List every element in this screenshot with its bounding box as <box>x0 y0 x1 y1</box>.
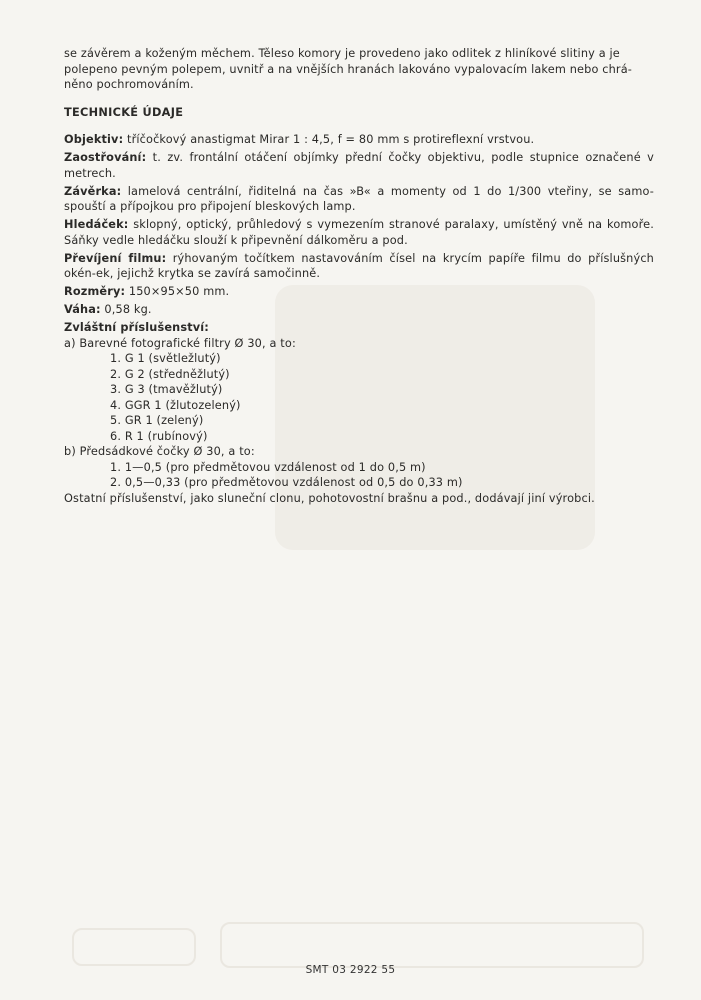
filter-item: 5. GR 1 (zelený) <box>110 414 204 427</box>
filters-intro: a) Barevné fotografické filtry Ø 30, a to: <box>64 336 296 350</box>
spec-prislusenstvi <box>64 320 654 336</box>
spec-text: 150×95×50 mm. <box>125 285 230 298</box>
spec-text: lamelová centrální, řiditelná na čas »B« a momenty od 1 do 1/300 vteřiny, se samo-spouští a přípojkou pro připojení bleskových lamp. <box>64 184 654 213</box>
spec-text: tříčočkový anastigmat Mirar 1 : 4,5, f = 80 mm s protireflexní vrstvou. <box>123 133 535 146</box>
intro-paragraph: se závěrem a koženým měchem. Těleso komory je provedeno jako odlitek z hliníkové slitiny a je polepeno pevným polepem, uvnitř a na vnějších hranách lakováno vypalovacím lakem nebo chrá-něno pochromováním. <box>64 47 633 91</box>
lens-item: 1. 1—0,5 (pro předmětovou vzdálenost od 1 do 0,5 m) <box>110 460 426 474</box>
spec-label: Objektiv: <box>64 133 124 146</box>
spec-label: Zvláštní příslušenství: <box>64 321 209 334</box>
spec-vaha <box>64 302 654 318</box>
filter-item: 4. GGR 1 (žlutozelený) <box>110 398 241 412</box>
spec-label: Závěrka: <box>64 184 122 198</box>
spec-hledacek <box>64 217 654 248</box>
filter-item: 6. R 1 (rubínový) <box>110 429 208 443</box>
spec-label: Hledáček: <box>64 218 129 231</box>
filter-item: 1. G 1 (světležlutý) <box>110 352 221 365</box>
spec-previjeni <box>64 251 654 282</box>
spec-label: Rozměry: <box>64 285 126 298</box>
spec-zaostrovani <box>64 150 654 181</box>
spec-label: Zaostřování: <box>64 151 147 164</box>
spec-label: Převíjení filmu: <box>64 251 167 265</box>
section-heading: TECHNICKÉ ÚDAJE <box>64 106 184 119</box>
closing-note: Ostatní příslušenství, jako sluneční clonu, pohotovostní brašnu a pod., dodávají jiní výrobci. <box>64 491 595 505</box>
spec-text: t. zv. frontální otáčení objímky přední čočky objektivu, podle stupnice označené v metrech. <box>64 151 654 180</box>
spec-text: 0,58 kg. <box>100 303 152 316</box>
filter-item: 3. G 3 (tmavěžlutý) <box>110 383 223 396</box>
technical-specs <box>64 132 654 506</box>
spec-zaverka <box>64 184 654 215</box>
lens-item: 2. 0,5—0,33 (pro předmětovou vzdálenost od 0,5 do 0,33 m) <box>110 476 463 489</box>
filter-item: 2. G 2 (středněžlutý) <box>110 367 230 381</box>
spec-objektiv <box>64 132 654 148</box>
show-through-logo-left <box>72 928 196 966</box>
footer-code: SMT 03 2922 55 <box>305 964 396 976</box>
lenses-intro: b) Předsádkové čočky Ø 30, a to: <box>64 445 255 458</box>
spec-text: sklopný, optický, průhledový s vymezením stranové paralaxy, umístěný vně na komoře. Sáňky vedle hledáčku slouží k připevnění dálkoměru a pod. <box>64 218 654 247</box>
spec-label: Váha: <box>64 303 101 316</box>
spec-text: rýhovaným točítkem nastavováním čísel na krycím papíře filmu do příslušných okén-ek, jejichž krytka se zavírá samočinně. <box>64 251 654 280</box>
show-through-logo-strip <box>220 922 644 968</box>
spec-rozmery <box>64 284 654 300</box>
